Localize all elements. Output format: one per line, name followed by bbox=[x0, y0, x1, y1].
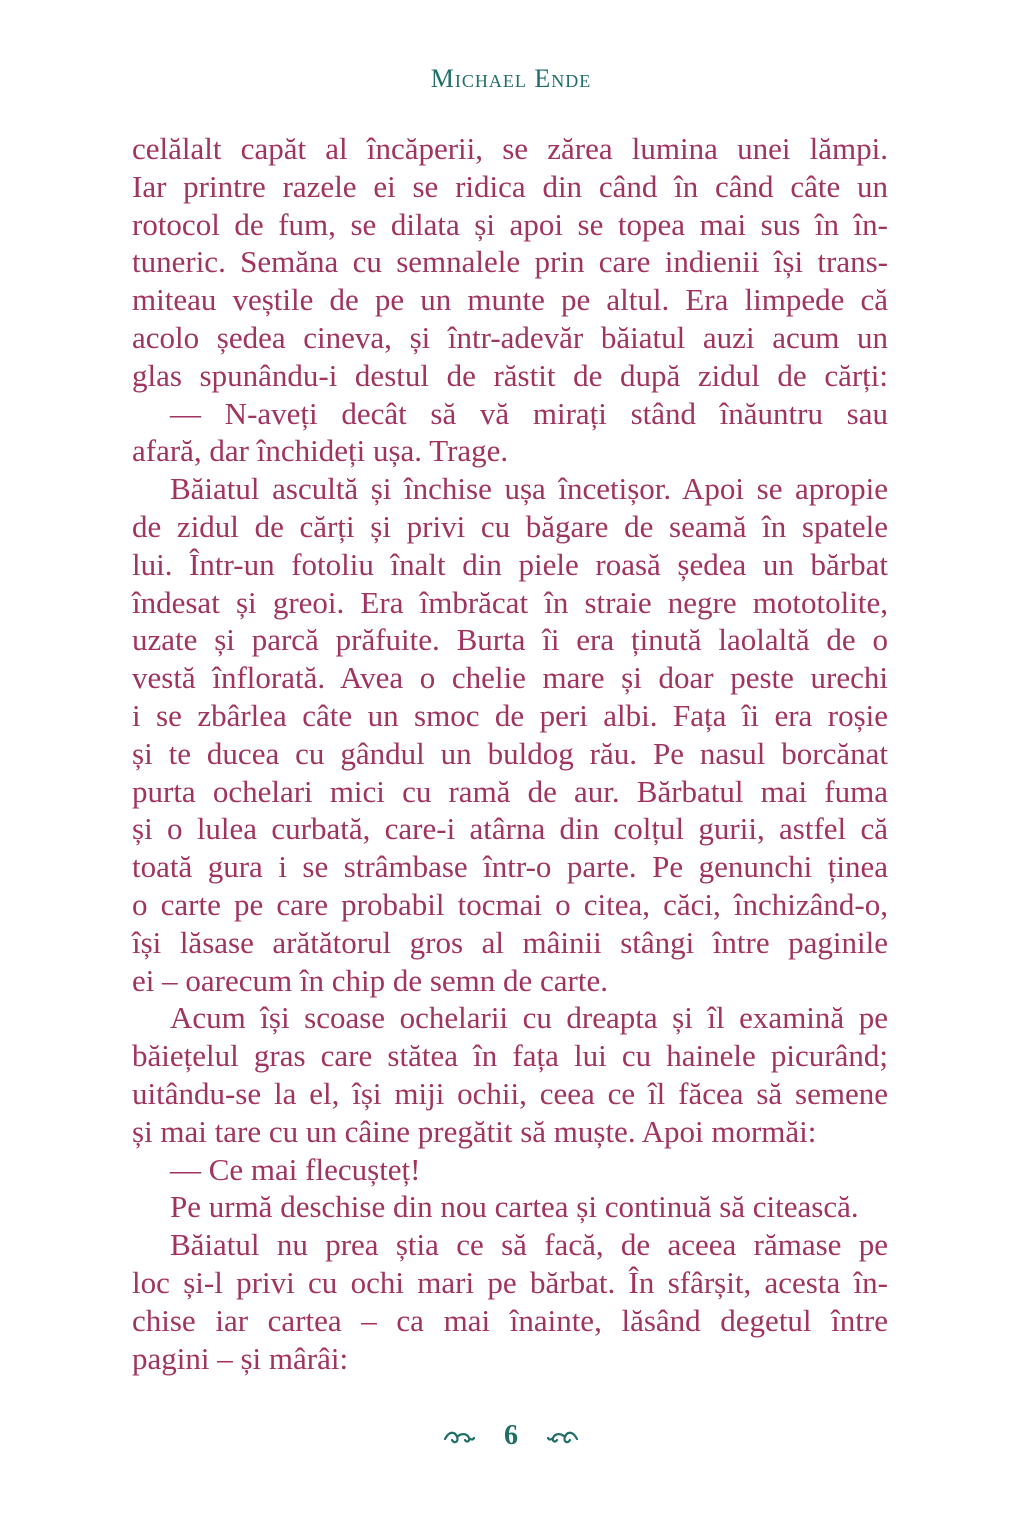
text-line: — N-aveți decât să vă mirați stând înăuntru sau bbox=[170, 395, 888, 431]
text-line: și te ducea cu gândul un buldog rău. Pe nasul borcănat bbox=[132, 735, 888, 771]
text-line: rotocol de fum, se dilata și apoi se topea mai sus în în- bbox=[132, 206, 888, 242]
text-line: îndesat și greoi. Era îmbrăcat în straie negre mototolite, bbox=[132, 584, 888, 620]
text-line: de zidul de cărți și privi cu băgare de seamă în spatele bbox=[132, 508, 888, 544]
text-line: și o lulea curbată, care-i atârna din colțul gurii, astfel că bbox=[132, 811, 888, 847]
text-line: Băiatul nu prea știa ce să facă, de aceea rămase pe bbox=[170, 1227, 888, 1263]
text-line: celălalt capăt al încăperii, se zărea lumina unei lămpi. bbox=[132, 131, 888, 166]
text-line: i se zbârlea câte un smoc de peri albi. Fața îi era roșie bbox=[132, 697, 888, 733]
text-line: își lăsase arătătorul gros al mâinii stângi între paginile bbox=[132, 924, 888, 960]
text-line: lui. Într-un fotoliu înalt din piele roasă ședea un bărbat bbox=[132, 546, 888, 582]
text-line: loc și-l privi cu ochi mari pe bărbat. În sfârșit, acesta în- bbox=[132, 1264, 888, 1300]
text-line: toată gura i se strâmbase într-o parte. Pe genunchi ținea bbox=[132, 849, 888, 885]
text-line: tuneric. Semăna cu semnalele prin care indienii își trans- bbox=[132, 244, 888, 280]
text-line: și mai tare cu un câine pregătit să muște. Apoi mormăi: bbox=[132, 1113, 817, 1149]
right-ornament-icon bbox=[547, 1429, 579, 1447]
running-header: Michael Ende bbox=[430, 64, 592, 93]
text-line: Iar printre razele ei se ridica din când în când câte un bbox=[132, 168, 888, 204]
left-ornament-icon bbox=[443, 1429, 475, 1447]
text-line: Băiatul ascultă și închise ușa încetișor. Apoi se apropie bbox=[170, 471, 888, 507]
text-line: o carte pe care probabil tocmai o citea, căci, închizând-o, bbox=[132, 886, 888, 922]
text-line: afară, dar închideți ușa. Trage. bbox=[132, 433, 509, 469]
body-text bbox=[132, 130, 888, 1377]
text-line: chise iar cartea – ca mai înainte, lăsând degetul între bbox=[132, 1302, 888, 1338]
text-line: băiețelul gras care stătea în fața lui cu hainele picurând; bbox=[132, 1038, 888, 1074]
text-line: glas spunându-i destul de răstit de după zidul de cărți: bbox=[132, 357, 888, 393]
text-line: — Ce mai flecușteț! bbox=[170, 1151, 421, 1187]
page-footer bbox=[0, 1420, 1022, 1452]
text-line: uitându-se la el, își miji ochii, ceea ce îl făcea să semene bbox=[132, 1075, 888, 1111]
text-line: acolo ședea cineva, și într-adevăr băiatul auzi acum un bbox=[132, 319, 888, 355]
text-line: uzate și parcă prăfuite. Burta îi era ținută laolaltă de o bbox=[132, 622, 888, 658]
text-line: pagini – și mârâi: bbox=[132, 1340, 349, 1376]
text-line: miteau veștile de pe un munte pe altul. Era limpede că bbox=[132, 282, 888, 318]
text-line: Pe urmă deschise din nou cartea și continuă să citească. bbox=[170, 1189, 859, 1225]
text-line: ei – oarecum în chip de semn de carte. bbox=[132, 962, 608, 998]
text-line: purta ochelari mici cu ramă de aur. Bărbatul mai fuma bbox=[132, 773, 888, 809]
text-line: Acum își scoase ochelarii cu dreapta și îl examină pe bbox=[170, 1000, 888, 1036]
text-line: vestă înflorată. Avea o chelie mare și doar peste urechi bbox=[132, 660, 888, 696]
page-number: 6 bbox=[504, 1420, 518, 1451]
